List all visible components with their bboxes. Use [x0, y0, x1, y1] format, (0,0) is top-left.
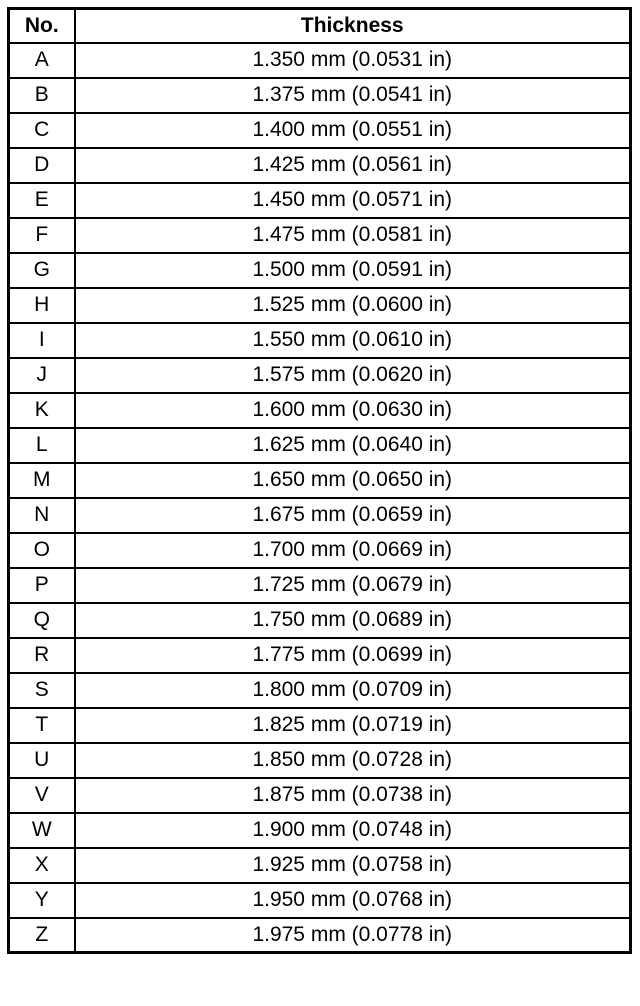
cell-thickness: 1.400 mm (0.0551 in) [75, 113, 631, 148]
cell-thickness: 1.850 mm (0.0728 in) [75, 743, 631, 778]
cell-thickness: 1.900 mm (0.0748 in) [75, 813, 631, 848]
table-row [9, 463, 631, 498]
table-row [9, 358, 631, 393]
cell-no: K [9, 393, 75, 428]
cell-no: F [9, 218, 75, 253]
cell-no: V [9, 778, 75, 813]
cell-no: A [9, 43, 75, 78]
table-row [9, 288, 631, 323]
cell-no: X [9, 848, 75, 883]
cell-thickness: 1.550 mm (0.0610 in) [75, 323, 631, 358]
cell-no: N [9, 498, 75, 533]
table-row [9, 638, 631, 673]
cell-no: P [9, 568, 75, 603]
cell-thickness: 1.375 mm (0.0541 in) [75, 78, 631, 113]
table-header [9, 9, 631, 43]
cell-thickness: 1.950 mm (0.0768 in) [75, 883, 631, 918]
cell-thickness: 1.600 mm (0.0630 in) [75, 393, 631, 428]
cell-no: T [9, 708, 75, 743]
cell-thickness: 1.475 mm (0.0581 in) [75, 218, 631, 253]
table-row [9, 323, 631, 358]
table-body [9, 43, 631, 953]
cell-no: E [9, 183, 75, 218]
table-row [9, 218, 631, 253]
cell-no: S [9, 673, 75, 708]
table-row [9, 883, 631, 918]
cell-thickness: 1.775 mm (0.0699 in) [75, 638, 631, 673]
cell-thickness: 1.350 mm (0.0531 in) [75, 43, 631, 78]
table-row [9, 743, 631, 778]
header-row [9, 9, 631, 43]
table-row [9, 603, 631, 638]
table-row [9, 673, 631, 708]
cell-no: U [9, 743, 75, 778]
thickness-table [7, 7, 632, 954]
table-row [9, 253, 631, 288]
table-row [9, 498, 631, 533]
cell-no: Q [9, 603, 75, 638]
cell-thickness: 1.650 mm (0.0650 in) [75, 463, 631, 498]
header-no: No. [9, 9, 75, 43]
cell-thickness: 1.975 mm (0.0778 in) [75, 918, 631, 953]
table-row [9, 848, 631, 883]
table-row [9, 113, 631, 148]
cell-thickness: 1.500 mm (0.0591 in) [75, 253, 631, 288]
table-row [9, 148, 631, 183]
cell-no: I [9, 323, 75, 358]
cell-thickness: 1.675 mm (0.0659 in) [75, 498, 631, 533]
cell-thickness: 1.525 mm (0.0600 in) [75, 288, 631, 323]
table-row [9, 813, 631, 848]
cell-thickness: 1.700 mm (0.0669 in) [75, 533, 631, 568]
cell-thickness: 1.575 mm (0.0620 in) [75, 358, 631, 393]
cell-thickness: 1.725 mm (0.0679 in) [75, 568, 631, 603]
cell-thickness: 1.800 mm (0.0709 in) [75, 673, 631, 708]
cell-no: Z [9, 918, 75, 953]
cell-no: L [9, 428, 75, 463]
cell-no: B [9, 78, 75, 113]
table-row [9, 428, 631, 463]
cell-thickness: 1.825 mm (0.0719 in) [75, 708, 631, 743]
cell-no: G [9, 253, 75, 288]
table-row [9, 43, 631, 78]
cell-no: Y [9, 883, 75, 918]
cell-thickness: 1.875 mm (0.0738 in) [75, 778, 631, 813]
cell-no: W [9, 813, 75, 848]
table-row [9, 778, 631, 813]
cell-no: M [9, 463, 75, 498]
table-row [9, 918, 631, 953]
cell-no: C [9, 113, 75, 148]
table-row [9, 533, 631, 568]
cell-thickness: 1.925 mm (0.0758 in) [75, 848, 631, 883]
cell-thickness: 1.750 mm (0.0689 in) [75, 603, 631, 638]
cell-no: J [9, 358, 75, 393]
cell-no: H [9, 288, 75, 323]
table-row [9, 183, 631, 218]
cell-thickness: 1.625 mm (0.0640 in) [75, 428, 631, 463]
cell-no: R [9, 638, 75, 673]
table-row [9, 708, 631, 743]
table-row [9, 393, 631, 428]
header-thickness: Thickness [75, 9, 631, 43]
table-row [9, 568, 631, 603]
cell-thickness: 1.425 mm (0.0561 in) [75, 148, 631, 183]
cell-no: O [9, 533, 75, 568]
cell-no: D [9, 148, 75, 183]
table-row [9, 78, 631, 113]
cell-thickness: 1.450 mm (0.0571 in) [75, 183, 631, 218]
